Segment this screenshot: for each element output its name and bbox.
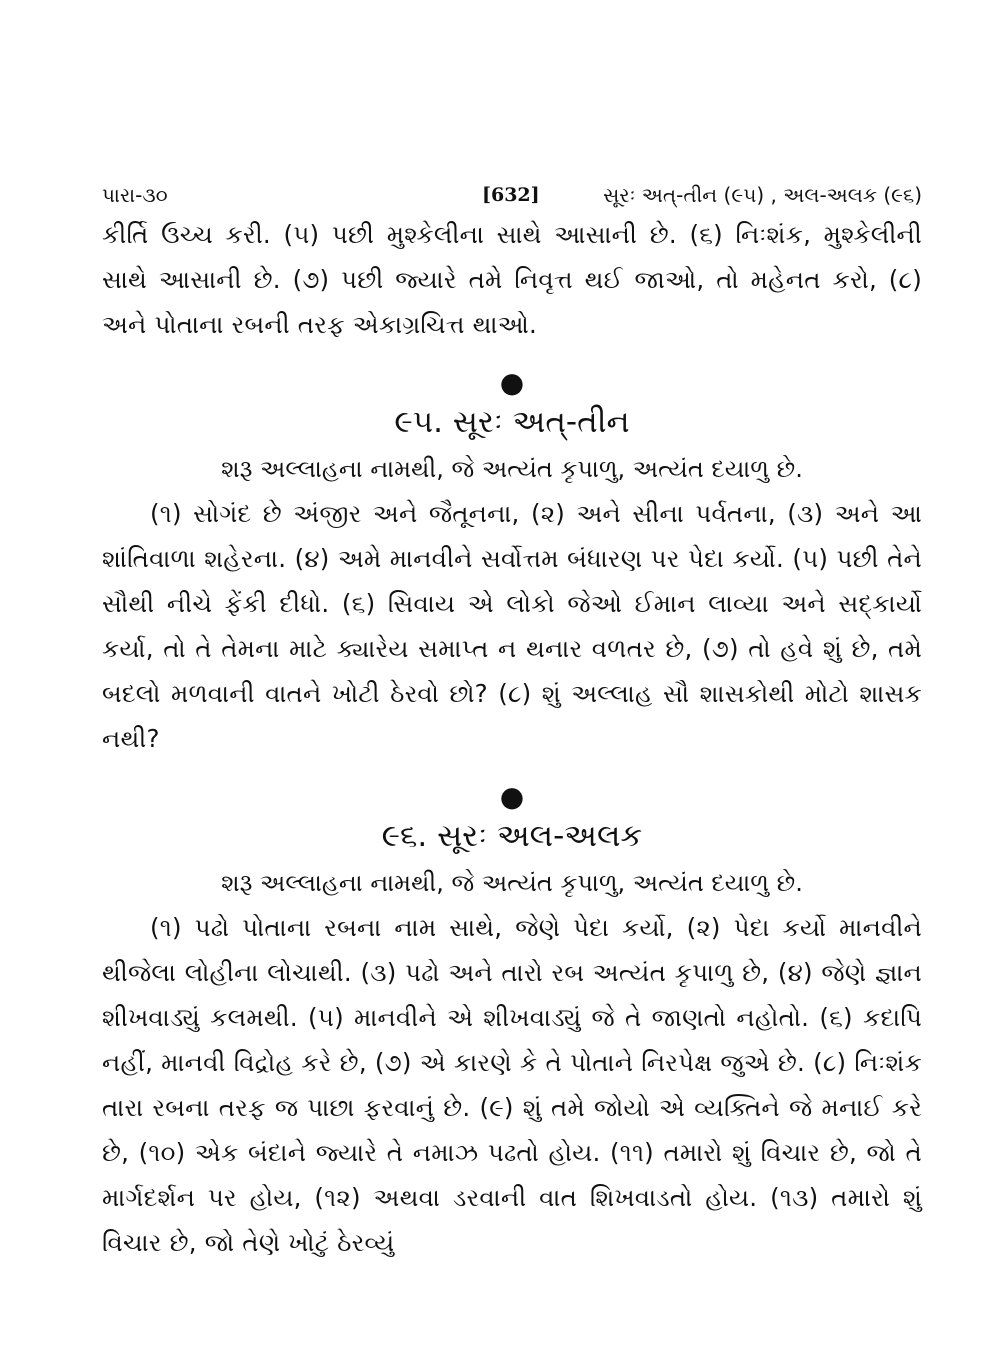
surah-95-text: (૧) સોગંદ છે અંજીર અને જૈતૂનના, (૨) અને સીના પર્વતના, (૩) અને આ શાંતિવાળા શહેરના. (૪) અમે માનવીને સર્વોત્તમ બંધારણ પર પેદા કર્યો. (૫) પછી તેને સૌથી નીચે ફેંકી દીધો. (૬) સિવાય એ લોકો જેઓ ઈમાન લાવ્યા અને સદ્કાર્યો કર્યા, તો તે તેમના માટે ક્યારેય સમાપ્ત ન થનાર વળતર છે, (૭) તો હવે શું છે, તમે બદલો મળવાની વાતને ખોટી ઠેરવો છો? (૮) શું અલ્લાહ સૌ શાસકોથી મોટો શાસક નથી? [102, 499, 922, 753]
section-bullet: ● [499, 366, 525, 399]
surah-95-bismillah: શરૂ અલ્લાહના નામથી, જે અત્યંત કૃપાળુ, અત્યંત દયાળુ છે. [221, 455, 803, 483]
section-bullet: ● [499, 780, 525, 813]
surah-running-title: સૂરઃ અત્-તીન (૯૫) , અલ-અલક (૯૬) [603, 183, 922, 207]
page-header [102, 178, 922, 212]
para-label: પારા-૩૦ [102, 183, 168, 207]
surah-96-title: ૯૬. સૂરઃ અલ-અલક [381, 818, 643, 854]
surah-96-bismillah: શરૂ અલ્લાહના નામથી, જે અત્યંત કૃપાળુ, અત્યંત દયાળુ છે. [221, 869, 803, 897]
surah-95-title: ૯૫. સૂરઃ અત્-તીન [394, 404, 630, 440]
book-page [102, 178, 922, 1265]
intro-paragraph: કીર્તિ ઉચ્ચ કરી. (૫) પછી મુશ્કેલીના સાથે આસાની છે. (૬) નિઃશંક, મુશ્કેલીની સાથે આસાની છે. (૭) પછી જ્યારે તમે નિવૃત્ત થઈ જાઓ, તો મહેનત કરો, (૮) અને પોતાના રબની તરફ એકાગ્રચિત્ત થાઓ. [102, 220, 922, 339]
page-number: [632] [482, 184, 540, 206]
surah-96-text: (૧) પઢો પોતાના રબના નામ સાથે, જેણે પેદા કર્યો, (૨) પેદા કર્યો માનવીને થીજેલા લોહીના લોચાથી. (૩) પઢો અને તારો રબ અત્યંત કૃપાળુ છે, (૪) જેણે જ્ઞાન શીખવાડ્યું કલમથી. (૫) માનવીને એ શીખવાડ્યું જે તે જાણતો નહોતો. (૬) કદાપિ નહીં, માનવી વિદ્રોહ કરે છે, (૭) એ કારણે કે તે પોતાને નિરપેક્ષ જુએ છે. (૮) નિઃશંક તારા રબના તરફ જ પાછા ફરવાનું છે. (૯) શું તમે જોયો એ વ્યક્તિને જે મનાઈ કરે છે, (૧૦) એક બંદાને જ્યારે તે નમાઝ પઢતો હોય. (૧૧) તમારો શું વિચાર છે, જો તે માર્ગદર્શન પર હોય, (૧૨) અથવા ડરવાની વાત શિખવાડતો હોય. (૧૩) તમારો શું વિચાર છે, જો તેણે ખોટું ઠેરવ્યું [102, 913, 922, 1257]
